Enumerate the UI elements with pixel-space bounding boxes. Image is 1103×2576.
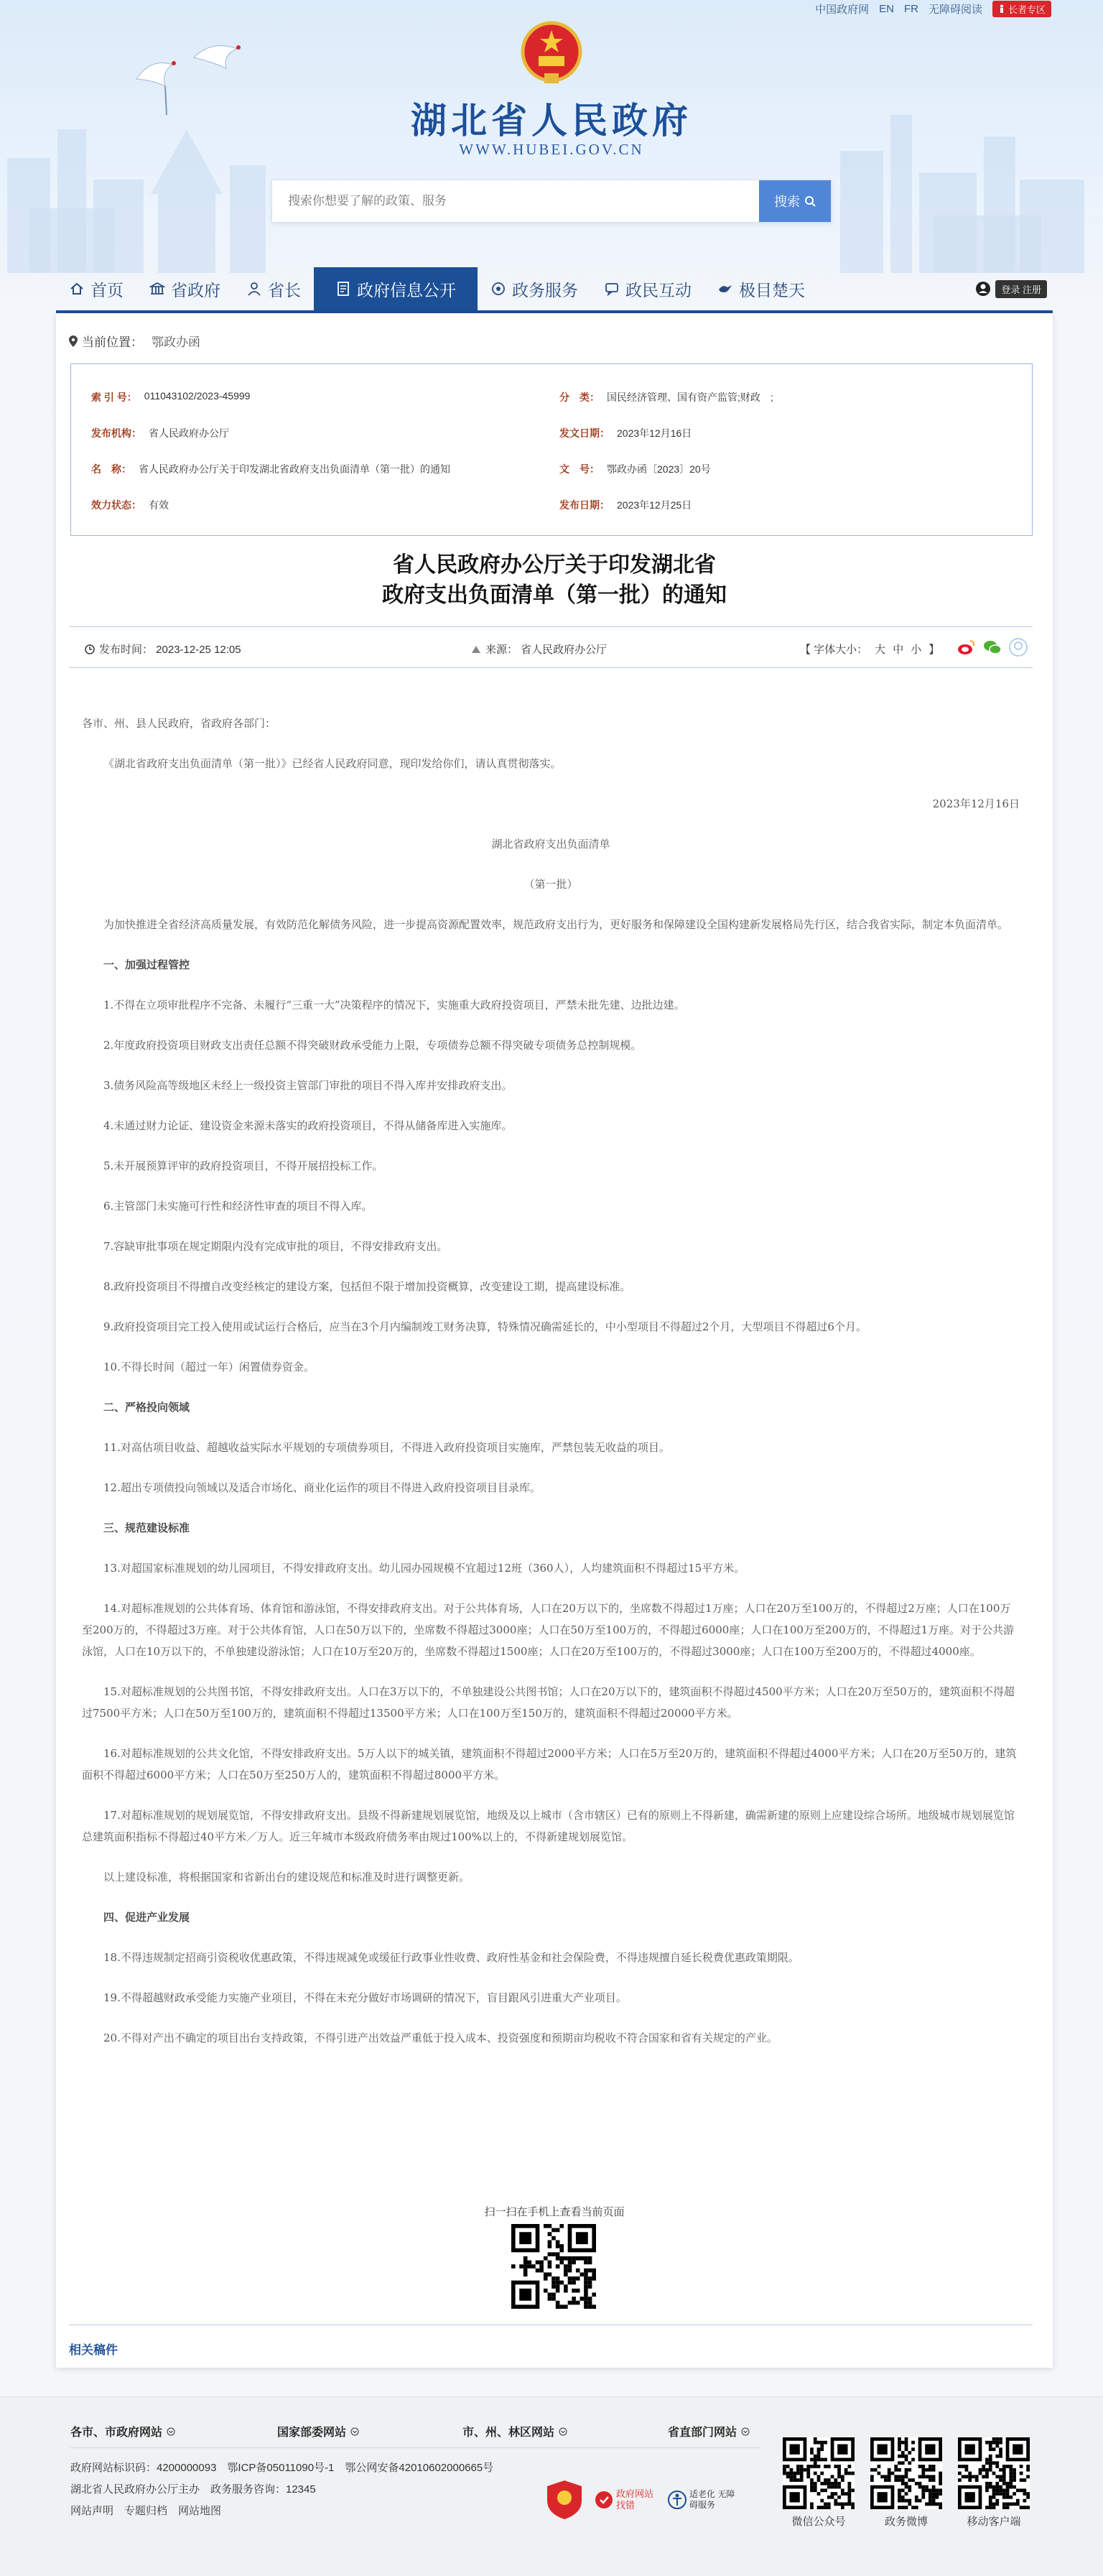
article-card [56, 313, 1053, 2368]
meta-value: 有效 [149, 499, 169, 511]
qr-label: 政务微博 [884, 2516, 928, 2528]
document-title-line: 省人民政府办公厅关于印发湖北省 [393, 553, 716, 577]
nav-label: 政府信息公开 [357, 280, 456, 300]
nav-label: 省政府 [171, 280, 220, 300]
body-paragraph: 17.对超标准规划的规划展览馆，不得安排政府支出。县级不得新建规划展览馆，地级及以上城市（含市辖区）已有的原则上不得新建，确需新建的原则上应建设综合场所。地级城市规划展览馆总建筑面积指标不得超过40平方米／万人。近三年城市本级政府债务率由规过100%以上的，不得新建规划展览馆。 [82, 1809, 1015, 1843]
footer-link-ministries[interactable] [277, 2423, 462, 2440]
footer-link-label: 国家部委网站 [277, 2427, 347, 2439]
footer-link-label: 省直部门网站 [668, 2427, 737, 2439]
body-paragraph: 各市、州、县人民政府，省政府各部门： [82, 717, 276, 730]
document-metadata-table [70, 363, 1033, 536]
chat-icon [604, 281, 620, 297]
body-paragraph: 20.不得对产出不确定的项目出台支持政策，不得引进产出效益严重低于投入成本、投资强度和预期亩均税收不符合国家和省有关规定的产业。 [103, 2031, 778, 2044]
nav-item-governor[interactable] [233, 267, 314, 310]
home-icon [69, 281, 85, 297]
font-size-end: 】 [929, 644, 940, 656]
meta-row [71, 462, 1032, 483]
location-pin-icon [69, 335, 78, 347]
mobile-app-qr [958, 2437, 1030, 2529]
footer-link-city-gov[interactable] [70, 2423, 277, 2440]
meta-index-number [91, 390, 250, 404]
meta-label: 文 号： [559, 463, 600, 475]
meta-label: 分 类： [559, 392, 600, 403]
font-size-large[interactable]: 大 [875, 644, 886, 656]
document-title [56, 550, 1053, 611]
government-building-icon [149, 281, 165, 297]
meta-value: 鄂政办函〔2023〕20号 [607, 463, 711, 475]
font-size-medium[interactable]: 中 [893, 644, 904, 656]
body-paragraph: 1.不得在立项审批程序不完备、未履行“三重一大”决策程序的情况下，实施重大政府投资项目，严禁未批先建、边批边建。 [103, 999, 685, 1011]
chevron-down-icon [350, 2427, 359, 2436]
body-paragraph: 7.容缺审批事项在规定期限内没有完成审批的项目，不得安排政府支出。 [103, 1240, 448, 1253]
site-title: 湖北省人民政府 [411, 99, 692, 142]
error-report-icon [595, 2491, 613, 2509]
footer-link-label: 市、州、林区网站 [462, 2427, 555, 2439]
nav-label: 省长 [268, 280, 301, 300]
body-paragraph: 11.对高估项目收益、超越收益实际水平规划的专项债券项目，不得进入政府投资项目实施库，严禁包装无收益的项目。 [103, 1441, 670, 1454]
section-heading: 四、促进产业发展 [103, 1911, 190, 1924]
body-paragraph: 《湖北省政府支出负面清单（第一批）》已经省人民政府同意，现印发给你们，请认真贯彻落实。 [103, 757, 562, 770]
site-footer [0, 2396, 1103, 2576]
wechat-qr [783, 2437, 855, 2529]
footer-qr-codes [783, 2437, 1030, 2529]
wechat-qr-icon [783, 2437, 855, 2509]
meta-document-number [559, 462, 711, 476]
nav-label: 极目楚天 [739, 280, 805, 300]
body-paragraph: 以上建设标准，将根据国家和省新出台的建设规范和标准及时进行调整更新。 [103, 1871, 470, 1884]
breadcrumb [69, 332, 200, 350]
chevron-down-icon [559, 2427, 567, 2436]
meta-label: 发布日期： [559, 499, 610, 511]
footer-link-prefectures[interactable] [462, 2423, 668, 2440]
body-paragraph: 14.对超标准规划的公共体育场、体育馆和游泳馆，不得安排政府支出。对于公共体育场，人口在20万以下的，坐席数不得超过1万座；人口在20万至100万的，不得超过2万座；人口在100万至200万的，不得超过3万座。对于公共体育馆，人口在50万以下的，坐席数不得超过3000座；人口在50万至100万的，不得超过6000座；人口在100万至200万的，不得超过1万座。对于公共游泳馆，人口在10万以下的，不单独建设游泳馆；人口在10万至20万的，坐席数不得超过1500座；人口在20万至100万的，不得超过3000座；人口在100万至200万的，不得超过4000座。 [82, 1602, 1015, 1658]
nav-label: 政务服务 [512, 280, 578, 300]
body-paragraph: 15.对超标准规划的公共图书馆，不得安排政府支出。人口在3万以下的，不单独建设公共图书馆；人口在20万以下的，建筑面积不得超过4500平方米；人口在20万至50万的，建筑面积不得超过7500平方米；人口在50万至100万的，建筑面积不得超过13500平方米；人口在100万至150万的，建筑面积不得超过20000平方米。 [82, 1685, 1015, 1720]
accessibility-service-badge[interactable] [668, 2479, 735, 2521]
nav-item-provincial-gov[interactable] [136, 267, 233, 310]
meta-issuing-body [91, 426, 229, 440]
chevron-down-icon [741, 2427, 750, 2436]
weibo-share-icon[interactable] [957, 637, 977, 657]
body-paragraph: 19.不得超越财政承受能力实施产业项目，不得在未充分做好市场调研的情况下，盲目跟风引进重大产业项目。 [103, 1991, 627, 2004]
accessibility-label: 适老化 无障碍服务 [689, 2489, 735, 2510]
link-gov-cn[interactable]: 中国政府网 [815, 3, 870, 16]
site-url: WWW.HUBEI.GOV.CN [459, 141, 644, 158]
party-gov-badge[interactable] [546, 2479, 583, 2521]
article-info-bar [69, 626, 1033, 668]
accessibility-icon [668, 2491, 687, 2509]
body-paragraph: 12.超出专项债投向领域以及适合市场化、商业化运作的项目不得进入政府投资项目目录库。 [103, 1481, 541, 1494]
elder-zone-label: 长者专区 [1007, 4, 1046, 15]
body-paragraph: 6.主管部门未实施可行性和经济性审查的项目不得入库。 [103, 1200, 373, 1213]
weibo-qr [870, 2437, 942, 2529]
footer-info [70, 2457, 493, 2522]
font-size-small[interactable]: 小 [911, 644, 922, 656]
error-report-label: 政府网站 找错 [616, 2488, 654, 2511]
search-icon [804, 195, 816, 207]
footer-divider [70, 2447, 760, 2448]
login-register-button[interactable]: 登录 注册 [995, 280, 1047, 298]
breadcrumb-item[interactable]: 鄂政办函 [152, 335, 200, 349]
meta-document-name [91, 462, 450, 476]
nav-item-home[interactable] [56, 267, 136, 310]
body-paragraph: （第一批） [523, 878, 578, 891]
meta-row [71, 426, 1032, 448]
meta-row [71, 390, 1032, 412]
publish-time [85, 641, 241, 657]
nav-item-interaction[interactable] [591, 267, 704, 310]
service-icon [490, 281, 506, 297]
footer-link-provincial-depts[interactable] [668, 2423, 750, 2440]
national-emblem-icon [520, 20, 583, 86]
nav-label: 首页 [90, 280, 124, 300]
body-paragraph: 2.年度政府投资项目财政支出责任总额不得突破财政承受能力上限，专项债券总额不得突破专项债务总控制规模。 [103, 1039, 642, 1052]
body-paragraph: 湖北省政府支出负面清单 [491, 838, 610, 851]
section-heading: 二、严格投向领域 [103, 1401, 190, 1414]
nav-item-gov-services[interactable] [478, 267, 591, 310]
publish-time-text: 发布时间： 2023-12-25 12:05 [99, 644, 241, 656]
article-body [82, 713, 1020, 2067]
qzone-share-icon[interactable] [1008, 637, 1028, 657]
meta-label: 名 称： [91, 463, 131, 475]
weibo-qr-icon [870, 2437, 942, 2509]
footer-info-line: 政府网站标识码：4200000093 鄂ICP备05011090号-1 鄂公网安备42010602000665号 [70, 2462, 494, 2474]
nav-item-jimu-chutian[interactable] [704, 267, 818, 310]
source-text: 来源： 省人民政府办公厅 [485, 644, 608, 656]
meta-value: 2023年12月25日 [617, 499, 692, 511]
meta-validity [91, 498, 169, 512]
body-paragraph: 4.未通过财力论证、建设资金来源未落实的政府投资项目，不得从储备库进入实施库。 [103, 1119, 513, 1132]
body-paragraph: 9.政府投资项目完工投入使用或试运行合格后，应当在3个月内编制竣工财务决算，特殊情况确需延长的，中小型项目不得超过2个月，大型项目不得超过6个月。 [103, 1320, 867, 1333]
elder-zone-button[interactable] [992, 1, 1051, 17]
link-fr[interactable]: FR [903, 2, 918, 15]
login-area[interactable] [962, 267, 1047, 310]
meta-value: 国民经济管理、国有资产监管;财政 ; [607, 392, 773, 403]
footer-site-links [70, 2423, 760, 2440]
share-buttons [957, 637, 1028, 657]
footer-info-line[interactable]: 网站声明 专题归档 网站地图 [70, 2505, 222, 2517]
related-articles-heading[interactable]: 相关稿件 [69, 2325, 1033, 2358]
meta-value: 2023年12月16日 [617, 427, 692, 439]
meta-label: 索 引 号： [91, 392, 137, 403]
search-box [271, 180, 832, 223]
user-icon [975, 281, 991, 297]
chevron-down-icon [167, 2427, 175, 2436]
top-links [815, 0, 1051, 17]
meta-value: 省人民政府办公厅关于印发湖北省政府支出负面清单（第一批）的通知 [139, 463, 450, 475]
section-heading: 三、规范建设标准 [103, 1521, 190, 1534]
body-paragraph: 为加快推进全省经济高质量发展，有效防范化解债务风险，进一步提高资源配置效率，规范政府支出行为，更好服务和保障建设全国构建新发展格局先行区，结合我省实际，制定本负面清单。 [103, 918, 1009, 931]
meta-publish-date [559, 498, 692, 512]
section-heading: 一、加强过程管控 [103, 958, 190, 971]
body-paragraph: 16.对超标准规划的公共文化馆，不得安排政府支出。5万人以下的城关镇，建筑面积不得超过2000平方米；人口在5万至20万的，建筑面积不得超过4000平方米；人口在20万至50万的，建筑面积不得超过6000平方米；人口在50万至250万人的，建筑面积不得超过8000平方米。 [82, 1747, 1017, 1782]
nav-item-info-disclosure[interactable] [314, 267, 478, 310]
breadcrumb-label: 当前位置： [82, 335, 143, 349]
bird-icon [717, 281, 733, 297]
document-title-line: 政府支出负面清单（第一批）的通知 [382, 583, 727, 607]
clock-icon [85, 644, 95, 654]
font-size-label: 【 字体大小： [800, 644, 868, 656]
footer-link-label: 各市、市政府网站 [70, 2427, 163, 2439]
meta-label: 发文日期： [559, 427, 610, 439]
qr-label: 移动客户端 [967, 2516, 1021, 2528]
meta-row [71, 498, 1032, 519]
meta-category [559, 390, 773, 404]
page-qr-code [511, 2224, 596, 2309]
elder-icon [998, 4, 1005, 13]
main-nav [56, 267, 1047, 310]
link-accessibility[interactable]: 无障碍阅读 [928, 3, 982, 16]
meta-value: 011043102/2023-45999 [144, 390, 251, 402]
meta-issue-date [559, 426, 692, 440]
article-source [471, 641, 607, 657]
meta-label: 效力状态： [91, 499, 141, 511]
footer-info-line: 湖北省人民政府办公厅主办 政务服务咨询：12345 [70, 2483, 316, 2496]
body-paragraph: 5.未开展预算评审的政府投资项目，不得开展招投标工作。 [103, 1159, 383, 1172]
gov-site-error-report[interactable] [595, 2479, 656, 2521]
link-en[interactable]: EN [879, 2, 894, 15]
document-icon [335, 281, 351, 297]
nav-label: 政民互动 [625, 280, 692, 300]
source-icon [471, 645, 481, 654]
search-input[interactable] [272, 180, 759, 222]
mobile-app-qr-icon [958, 2437, 1030, 2509]
body-paragraph: 18.不得违规制定招商引资税收优惠政策，不得违规减免或缓征行政事业性收费、政府性基金和社会保险费，不得违规擅自延长税费优惠政策期限。 [103, 1951, 799, 1964]
body-paragraph: 3.债务风险高等级地区未经上一级投资主管部门审批的项目不得入库并安排政府支出。 [103, 1079, 513, 1092]
person-icon [246, 281, 262, 297]
search-button[interactable] [759, 180, 831, 222]
meta-value: 省人民政府办公厅 [149, 427, 229, 439]
meta-label: 发布机构： [91, 427, 141, 439]
mobile-qr-caption: 扫一扫在手机上查看当前页面 [484, 2206, 625, 2218]
footer-badges [546, 2479, 735, 2521]
body-paragraph: 2023年12月16日 [932, 797, 1020, 810]
body-paragraph: 13.对超国家标准规划的幼儿园项目，不得安排政府支出。幼儿园办园规模不宜超过12班（360人），人均建筑面积不得超过15平方米。 [103, 1562, 745, 1575]
search-button-label: 搜索 [774, 195, 800, 209]
font-size-switcher [800, 641, 939, 657]
body-paragraph: 8.政府投资项目不得擅自改变经核定的建设方案，包括但不限于增加投资概算，改变建设工期，提高建设标准。 [103, 1280, 631, 1293]
body-paragraph: 10.不得长时间（超过一年）闲置债券资金。 [103, 1361, 315, 1373]
site-header [0, 0, 1103, 273]
wechat-share-icon[interactable] [982, 637, 1002, 657]
qr-label: 微信公众号 [791, 2516, 846, 2528]
party-gov-badge-icon [546, 2479, 583, 2521]
